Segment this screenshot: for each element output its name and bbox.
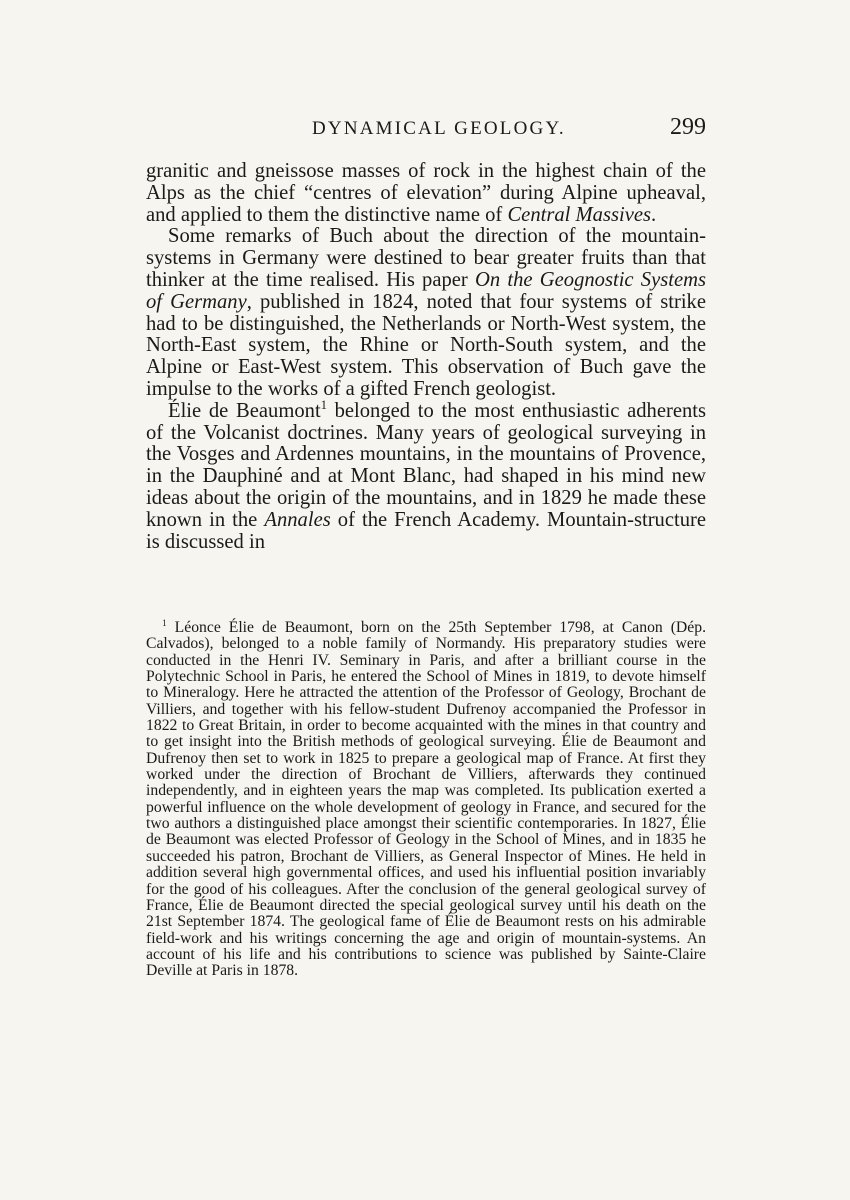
paragraph-1-end: . <box>651 203 657 226</box>
page-number: 299 <box>670 114 706 140</box>
paragraph-3 <box>146 397 707 554</box>
italic-central-massives: Central Massives <box>507 203 652 226</box>
body-text <box>146 161 706 553</box>
footnote-reference: 1 <box>320 397 327 412</box>
footnote-marker: 1 <box>162 618 167 629</box>
paragraph-1-text: granitic and gneissose masses of rock in the highest chain of the Alps as the chief “centres of elevation” during Alpine upheaval, and applied to them the distinctive name of <box>146 160 706 226</box>
paragraph-3-text-c: of the French Academy. Mountain-structure is discussed in <box>146 508 707 553</box>
italic-geognostic-systems: On the Geognostic Systems of Germany <box>146 268 706 313</box>
paragraph-1 <box>146 161 706 226</box>
running-head: DYNAMICAL GEOLOGY. <box>312 118 566 139</box>
italic-annales: Annales <box>264 508 331 531</box>
paragraph-2-text-b: , published in 1824, noted that four systems of strike had to be distinguished, the Netherlands or North-West system, the North-East system, the Rhine or North-South system, and the Alpine or East-West system. This observation of Buch gave the impulse to the works of a gifted French geologist. <box>146 290 706 400</box>
paragraph-2-text-a: Some remarks of Buch about the direction of the mountain-systems in Germany were destined to bear greater fruits than that thinker at the time realised. His paper <box>146 225 706 291</box>
footnotes <box>146 620 706 980</box>
page-header <box>146 114 706 148</box>
paragraph-3-text-a: Élie de Beaumont <box>168 399 321 422</box>
paragraph-2 <box>146 226 706 400</box>
footnote-text: Léonce Élie de Beaumont, born on the 25th September 1798, at Canon (Dép. Calvados), belonged to a noble family of Normandy. His preparatory studies were conducted in the Henri IV. Seminary in Paris, and after a brilliant course in the Polytechnic School in Paris, he entered the School of Mines in 1819, to devote himself to Mineralogy. Here he attracted the attention of the Professor of Geology, Brochant de Villiers, and together with his fellow-student Dufrenoy accompanied the Professor in 1822 to Great Britain, in order to become acquainted with the mines in that country and to get insight into the British methods of geological surveying. Élie de Beaumont and Dufrenoy then set to work in 1825 to prepare a geological map of France. At first they worked under the direction of Brochant de Villiers, afterwards they continued independently, and in eighteen years the map was completed. Its publication exerted a powerful influence on the whole development of geology in France, and secured for the two authors a distinguished place amongst their scientific contemporaries. In 1827, Élie de Beaumont was elected Professor of Geology in the School of Mines, and in 1835 he succeeded his patron, Brochant de Villiers, as General Inspector of Mines. He held in addition several high governmental offices, and used his influential position invariably for the good of his colleagues. After the conclusion of the general geological survey of France, Élie de Beaumont directed the special geological survey until his death on the 21st September 1874. The geological fame of Élie de Beaumont rests on his admirable field-work and his writings concerning the age and origin of mountain-systems. An account of his life and his contributions to science was published by Sainte-Claire Deville at Paris in 1878. <box>146 619 706 980</box>
paragraph-3-text-b: belonged to the most enthusiastic adherents of the Volcanist doctrines. Many years of geological surveying in the Vosges and Ardennes mountains, in the mountains of Provence, in the Dauphiné and at Mont Blanc, had shaped in his mind new ideas about the origin of the mountains, and in 1829 he made these known in the <box>146 399 707 531</box>
footnote-1 <box>146 620 706 980</box>
